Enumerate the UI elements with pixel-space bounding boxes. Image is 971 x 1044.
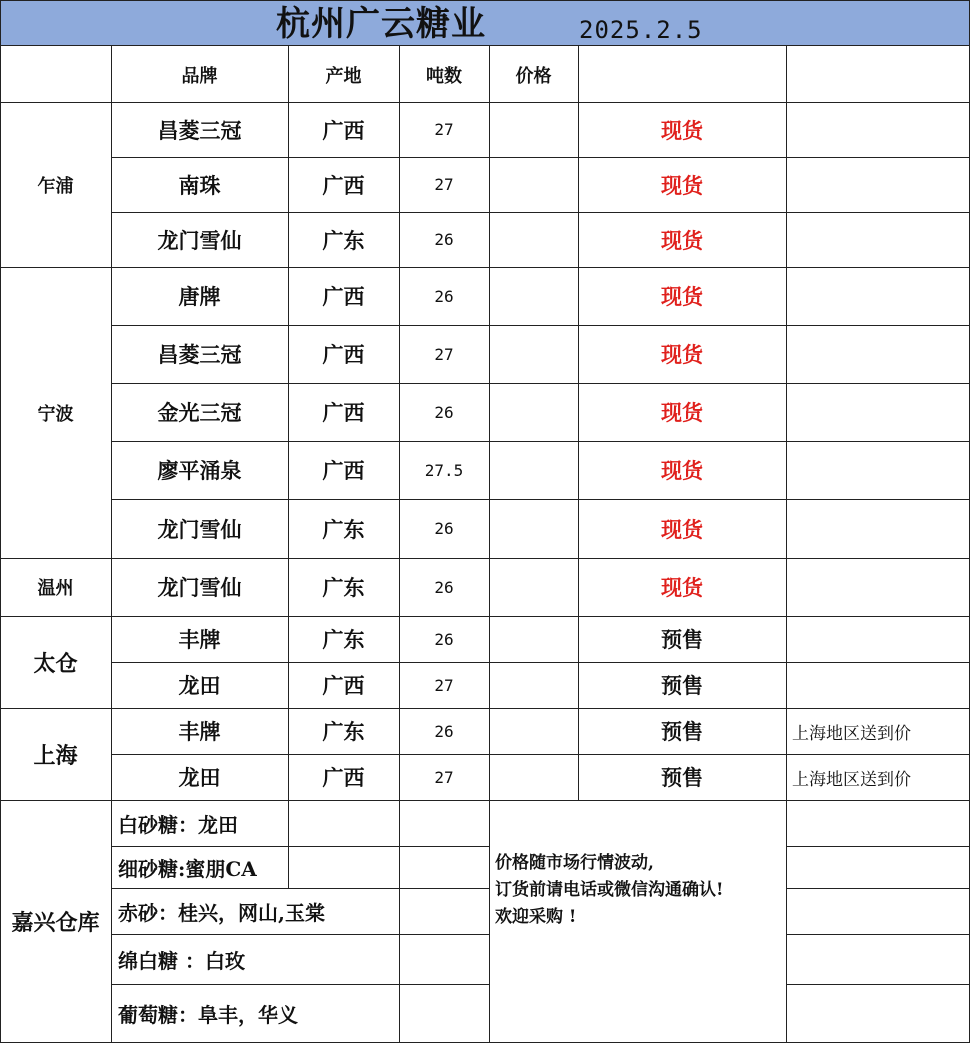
row-status: 现货 xyxy=(661,342,703,367)
row-tons: 26 xyxy=(434,286,454,306)
warehouse-item: 细砂糖:蜜朋CA xyxy=(118,856,257,881)
row-tons: 27 xyxy=(434,175,454,194)
row-brand: 龙门雪仙 xyxy=(157,516,242,542)
notice-line: 价格随市场行情波动, xyxy=(495,853,654,873)
row-origin: 广东 xyxy=(322,516,365,542)
row-tons: 26 xyxy=(434,577,454,597)
sheet-date: 2025.2.5 xyxy=(579,16,703,44)
row-tons: 26 xyxy=(434,519,454,538)
row-status: 现货 xyxy=(661,575,703,600)
row-origin: 广西 xyxy=(322,342,365,367)
warehouse-item: 葡萄糖：阜丰，华义 xyxy=(118,1003,298,1027)
row-origin: 广东 xyxy=(322,627,365,652)
row-status: 预售 xyxy=(661,627,703,652)
row-status: 现货 xyxy=(661,516,703,542)
location-ningbo: 宁波 xyxy=(37,403,74,425)
row-brand: 金光三冠 xyxy=(157,400,242,425)
row-origin: 广东 xyxy=(322,227,365,253)
notice-line: 欢迎采购 ! xyxy=(495,907,577,927)
price-notice xyxy=(495,850,723,931)
row-tons: 27 xyxy=(434,120,454,139)
row-tons: 27 xyxy=(434,344,454,364)
header-price: 价格 xyxy=(515,65,552,87)
warehouse-item: 绵白糖 ：白玫 xyxy=(118,948,245,973)
header-tons: 吨数 xyxy=(426,65,462,87)
row-origin: 广东 xyxy=(322,575,365,600)
row-origin: 广西 xyxy=(322,673,365,698)
row-brand: 龙田 xyxy=(178,765,221,790)
row-tons: 26 xyxy=(434,402,454,422)
row-origin: 广西 xyxy=(322,284,365,309)
row-origin: 广西 xyxy=(322,117,365,143)
row-note: 上海地区送到价 xyxy=(792,723,911,744)
row-status: 预售 xyxy=(661,719,703,744)
row-tons: 27.5 xyxy=(424,460,464,480)
row-brand: 昌菱三冠 xyxy=(157,117,242,143)
location-taicang: 太仓 xyxy=(33,650,78,677)
row-tons: 26 xyxy=(434,230,454,249)
row-status: 现货 xyxy=(661,458,703,483)
row-status: 现货 xyxy=(661,227,703,253)
row-brand: 廖平涌泉 xyxy=(157,458,242,483)
row-status: 现货 xyxy=(661,117,703,143)
row-origin: 广西 xyxy=(322,400,365,425)
row-origin: 广西 xyxy=(322,765,365,790)
notice-line: 订货前请电话或微信沟通确认! xyxy=(495,880,724,900)
title-bar xyxy=(0,0,970,46)
row-status: 现货 xyxy=(661,172,703,198)
company-title: 杭州广云糖业 xyxy=(276,4,486,44)
row-brand: 龙田 xyxy=(178,673,221,698)
header-origin: 产地 xyxy=(325,65,362,87)
row-tons: 27 xyxy=(434,767,454,787)
row-brand: 昌菱三冠 xyxy=(157,342,242,367)
row-tons: 26 xyxy=(434,721,454,741)
location-wenzhou: 温州 xyxy=(37,578,74,599)
warehouse-item: 白砂糖：龙田 xyxy=(118,812,238,837)
row-brand: 丰牌 xyxy=(178,627,221,652)
row-tons: 26 xyxy=(434,629,454,649)
row-status: 现货 xyxy=(661,400,703,425)
row-brand: 南珠 xyxy=(178,172,221,198)
row-brand: 丰牌 xyxy=(178,719,221,744)
row-origin: 广西 xyxy=(322,172,365,198)
row-status: 预售 xyxy=(661,673,703,698)
header-brand: 品牌 xyxy=(181,65,218,87)
location-zhapu: 乍浦 xyxy=(37,175,74,197)
row-status: 预售 xyxy=(661,765,703,790)
location-jiaxing-warehouse: 嘉兴仓库 xyxy=(11,910,100,936)
row-tons: 27 xyxy=(434,675,454,695)
row-brand: 龙门雪仙 xyxy=(157,575,242,600)
row-brand: 唐牌 xyxy=(178,284,221,309)
row-brand: 龙门雪仙 xyxy=(157,227,242,253)
row-origin: 广西 xyxy=(322,458,365,483)
row-status: 现货 xyxy=(661,284,703,309)
warehouse-item: 赤砂：桂兴，网山,玉棠 xyxy=(118,900,325,925)
location-shanghai: 上海 xyxy=(33,742,78,769)
row-origin: 广东 xyxy=(322,719,365,744)
row-note: 上海地区送到价 xyxy=(792,769,911,790)
